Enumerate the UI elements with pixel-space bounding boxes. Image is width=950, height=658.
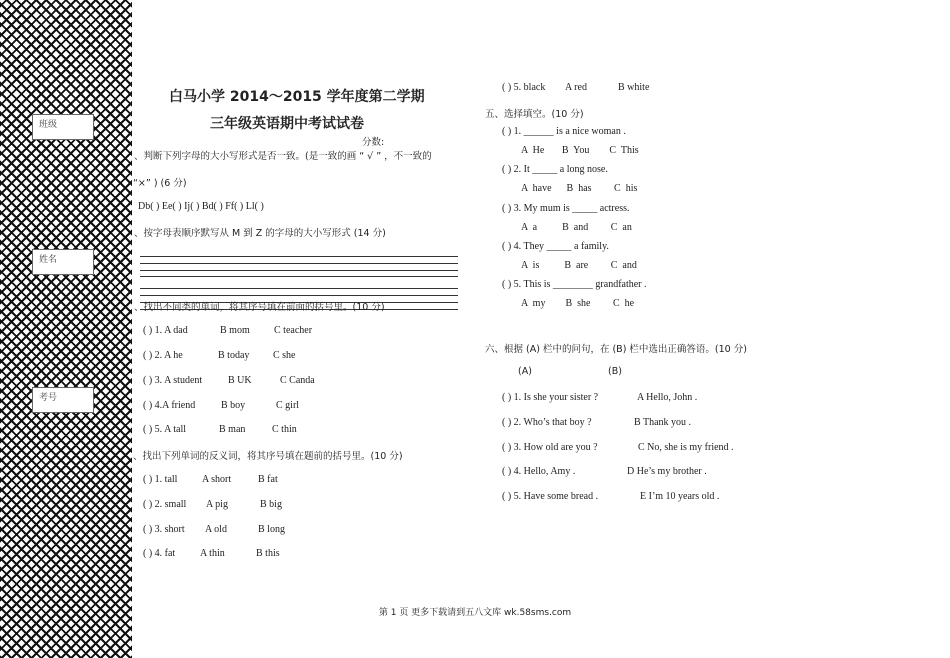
title-line2: 三年级英语期中考试试卷 xyxy=(210,116,364,132)
s4-q3-option-a: A old xyxy=(205,524,227,535)
s3-q3-option-b: B UK xyxy=(228,375,252,386)
s6-q3: ( ) 3. How old are you ? xyxy=(502,442,598,453)
s4-q4-number: ( ) 4. fat xyxy=(143,548,176,559)
writing-line xyxy=(140,263,458,264)
s3-q4-option-b: B boy xyxy=(221,400,246,411)
s4-q5-option-b: B white xyxy=(618,82,650,93)
section2-title: 、按字母表顺序默写从 M 到 Z 的字母的大小写形式 (14 分) xyxy=(134,228,386,239)
s6-q1: ( ) 1. Is she your sister ? xyxy=(502,392,599,403)
s3-q1-option-b: B mom xyxy=(220,325,250,336)
s3-q1-number: ( ) 1. A dad xyxy=(143,325,188,336)
s5-q3-options: A a B and C an xyxy=(521,222,632,233)
section1-title: 、判断下列字母的大小写形式是否一致。(是一致的画 “ √ ” ，不一致的 xyxy=(134,151,432,162)
s6-q4: ( ) 4. Hello, Amy . xyxy=(502,466,576,477)
section1-items: Db( ) Ee( ) Ij( ) Bd( ) Ff( ) Ll( ) xyxy=(138,201,264,212)
column-b-header: (B) xyxy=(608,366,622,377)
id-label: 考号 xyxy=(39,393,58,403)
s3-q5-option-b: B man xyxy=(219,424,246,435)
s4-q2-option-a: A pig xyxy=(206,499,228,510)
s6-q5: ( ) 5. Have some bread . xyxy=(502,491,599,502)
score-label: 分数: xyxy=(362,137,385,148)
s3-q5-option-c: C thin xyxy=(272,424,297,435)
s4-q2-option-b: B big xyxy=(260,499,282,510)
writing-line xyxy=(140,295,458,296)
s3-q4-option-c: C girl xyxy=(276,400,300,411)
writing-line xyxy=(140,288,458,289)
s5-q1-options: A He B You C This xyxy=(521,145,639,156)
s6-q2: ( ) 2. Who’s that boy ? xyxy=(502,417,592,428)
name-field[interactable] xyxy=(32,249,94,275)
s3-q2-option-c: C she xyxy=(273,350,296,361)
section3-title: 、找出不同类的单词，将其序号填在前面的括号里。(10 分) xyxy=(134,302,385,313)
s5-q4-options: A is B are C and xyxy=(521,260,637,271)
s4-q3-number: ( ) 3. short xyxy=(143,524,185,535)
s4-q1-option-b: B fat xyxy=(258,474,278,485)
s5-q3: ( ) 3. My mum is _____ actress. xyxy=(502,203,630,214)
section6-title: 六、根据 (A) 栏中的问句，在 (B) 栏中选出正确答语。(10 分) xyxy=(485,344,747,355)
writing-line xyxy=(140,256,458,257)
s5-q1: ( ) 1. ______ is a nice woman . xyxy=(502,126,626,137)
s3-q3-option-c: C Canda xyxy=(280,375,315,386)
s6-a1: A Hello, John . xyxy=(637,392,698,403)
s6-a4: D He’s my brother . xyxy=(627,466,707,477)
s4-q4-option-b: B this xyxy=(256,548,280,559)
title-line1: 白马小学 2014～2015 学年度第二学期 xyxy=(169,89,425,105)
s4-q1-option-a: A short xyxy=(202,474,232,485)
s5-q4: ( ) 4. They _____ a family. xyxy=(502,241,609,252)
s6-a5: E I’m 10 years old . xyxy=(640,491,720,502)
s4-q3-option-b: B long xyxy=(258,524,285,535)
class-label: 班级 xyxy=(39,120,58,130)
s4-q4-option-a: A thin xyxy=(200,548,225,559)
s6-a2: B Thank you . xyxy=(634,417,692,428)
page-footer: 第 1 页 更多下载请到五八文库 wk.58sms.com xyxy=(378,608,572,618)
s4-q2-number: ( ) 2. small xyxy=(143,499,187,510)
binding-margin xyxy=(0,0,132,658)
section1-title-cont: “×” ) (6 分) xyxy=(133,178,187,189)
s3-q2-option-b: B today xyxy=(218,350,250,361)
s6-a3: C No, she is my friend . xyxy=(638,442,734,453)
section4-title: 、找出下列单词的反义词，将其序号填在题前的括号里。(10 分) xyxy=(133,451,403,462)
class-field[interactable] xyxy=(32,114,94,140)
s4-q5-number: ( ) 5. black xyxy=(502,82,546,93)
s5-q2-options: A have B has C his xyxy=(521,183,638,194)
s3-q4-number: ( ) 4.A friend xyxy=(143,400,196,411)
s3-q5-number: ( ) 5. A tall xyxy=(143,424,187,435)
writing-line xyxy=(140,270,458,271)
id-field[interactable] xyxy=(32,387,94,413)
writing-line xyxy=(140,276,458,277)
s4-q5-option-a: A red xyxy=(565,82,587,93)
name-label: 姓名 xyxy=(39,255,58,265)
s5-q5-options: A my B she C he xyxy=(521,298,635,309)
s4-q1-number: ( ) 1. tall xyxy=(143,474,178,485)
s3-q2-number: ( ) 2. A he xyxy=(143,350,183,361)
s3-q3-number: ( ) 3. A student xyxy=(143,375,203,386)
section5-title: 五、选择填空。(10 分) xyxy=(485,109,584,120)
s3-q1-option-c: C teacher xyxy=(274,325,313,336)
s5-q5: ( ) 5. This is ________ grandfather . xyxy=(502,279,647,290)
s5-q2: ( ) 2. It _____ a long nose. xyxy=(502,164,608,175)
column-a-header: (A) xyxy=(518,366,532,377)
